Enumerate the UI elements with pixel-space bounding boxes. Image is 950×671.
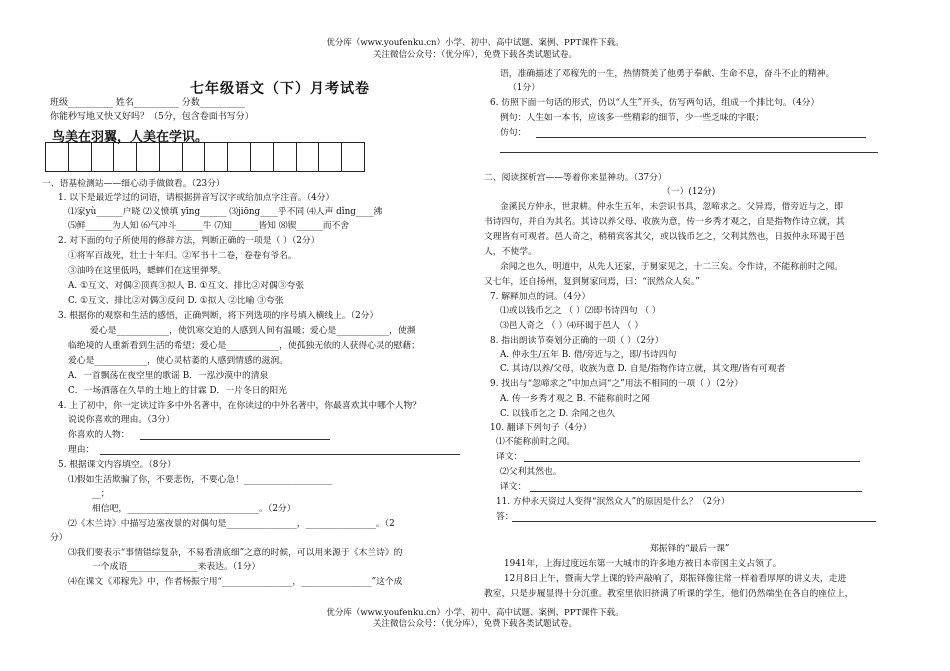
question-11: 11. 方仲永天资过人变得“泯然众人”的原因是什么？（2分）	[496, 497, 730, 507]
q3-options-cd[interactable]: C．一场洒落在久旱的土地上的甘霖 D．一片冬日的阳光	[68, 386, 287, 396]
grid-cell[interactable]	[160, 143, 183, 171]
q6-answer-label: 仿句：	[500, 128, 527, 138]
q6-answer-line-1[interactable]	[536, 137, 866, 138]
footer-banner-line-1: 优分库（www.youfenku.cn）小学、初中、高中试题、案例、PPT课件下载。	[326, 608, 624, 618]
handwriting-grid[interactable]	[45, 142, 365, 172]
question-5: 5. 根据课文内容填空。（8分）	[58, 460, 176, 470]
question-7: 7. 解释加点的词。（4分）	[490, 292, 591, 302]
q10-translation-line-1[interactable]	[524, 461, 860, 462]
grid-cell[interactable]	[228, 143, 251, 171]
passage-line-2: 书诗四句，并自为其名。其诗以养父母、收族为意，传一乡秀才观之，自是指物作诗立就，其	[484, 217, 845, 227]
q5-item-4: ⑷在课文《邓稼先》中，作者杨振宁用“________________，________________”这个成	[68, 577, 403, 587]
q5-item-1: ⑴假如生活欺骗了你，不要悲伤，不要心急！____________________	[68, 475, 332, 485]
q2-sentence-a: ①将军百战死，壮士十年归。②军书十二卷，卷卷有爷名。	[68, 251, 297, 261]
q8-options-cd[interactable]: C. 其诗/以养/父母，收族为意 D. 自是/指物作诗立就，其文理/皆有可观者	[500, 364, 786, 374]
passage-line-5: 余闻之也久，明道中，从先人还家，于舅家见之，十二三矣。令作诗，不能称前时之闻。	[500, 262, 844, 272]
q9-options-ab[interactable]: A. 传一乡秀才观之 B. 不能称前时之闻	[500, 394, 650, 404]
question-4: 4. 上了初中，你一定读过许多中外名著中，在你读过的中外名著中，你最喜欢其中哪个人物？	[58, 401, 422, 411]
q1-items-b: ⑸鲜______为人知 ⑹气冲斗______牛 ⑺知______皆知 ⑻锲______而不舍	[68, 221, 350, 231]
grid-cell[interactable]	[251, 143, 274, 171]
section-2-heading: 二、阅读探析宫——等着你来显神功。（37分）	[484, 173, 667, 183]
q11-answer-label: 答：	[496, 512, 514, 522]
passage-2-line-3: 教室，只是步履显得十分沉重。教室里依旧挤满了听课的学生，他们仍然端坐在各自的座位上，	[484, 589, 854, 599]
q8-options-ab[interactable]: A. 仲永生/五年 B. 借/旁近与之，即/书诗四句	[500, 350, 677, 360]
grid-cell[interactable]	[69, 143, 92, 171]
grid-cell[interactable]	[92, 143, 115, 171]
grid-cell[interactable]	[137, 143, 160, 171]
header-banner-line-1: 优分库（www.youfenku.cn）小学、初中、高中试题、案例、PPT课件下载。	[326, 38, 624, 48]
question-1: 1. 以下是最近学过的词语，请根据拼音写汉字或给加点字注音。（4分）	[58, 193, 335, 203]
q5-item-2: ⑵《木兰诗》中描写边塞夜景的对偶句是________________，________________。（2	[68, 519, 395, 529]
motto-text: 鸟美在羽翼，人美在学识。	[52, 130, 209, 145]
q5-item-1-line-2: 相信吧，______________________________。（2分）	[92, 504, 296, 514]
q4-character-answer-line[interactable]	[140, 439, 330, 440]
q4-character-label: 你喜欢的人物：	[68, 430, 130, 440]
q3-passage-3: 爱心是____________，使心灵枯萎的人感到情感的滋润。	[68, 356, 288, 366]
q10-translation-label-1: 译文：	[496, 452, 523, 462]
student-info-line: 班级__________ 姓名__________ 分数__________	[50, 98, 245, 108]
grid-cell[interactable]	[205, 143, 228, 171]
q4-reason-answer-line[interactable]	[100, 454, 460, 455]
question-2: 2. 对下面的句子所使用的修辞方法，判断正确的一项是（ ）（2分）	[58, 236, 320, 246]
q5-item-3-cont: 一个成语________________来表达。（1分）	[92, 562, 261, 572]
grid-cell[interactable]	[46, 143, 69, 171]
passage-line-1: 金溪民方仲永，世隶耕。仲永生五年，未尝识书具，忽啼求之。父异焉，借旁近与之，即	[500, 202, 844, 212]
q2-sentence-b: ③油吟在这里低吗，蟋蟀们在这里弹琴。	[68, 266, 227, 276]
q3-options-ab[interactable]: A．一首飘荡在夜空里的歌谣 B．一泓沙漠中的清泉	[68, 371, 269, 381]
q3-passage-1: 爱心是____________，使饥寒交迫的人感到人间有温暖；爱心是____________，使濒	[90, 326, 416, 336]
q2-options-cd[interactable]: C. ①互文、排比②对偶③反问 D. ①拟人 ②比喻 ③夸张	[68, 296, 284, 306]
q10-sentence-1: ⑴不能称前时之闻。	[496, 437, 576, 447]
q6-example: 例句：人生如一本书，应该多一些精彩的细节，少一些乏味的字眼；	[500, 113, 764, 123]
question-10: 10. 翻译下列句子（4分）	[490, 423, 592, 433]
header-banner-line-2: 关注微信公众号：（优分库），免费下载各类试题试卷。	[372, 50, 577, 60]
passage-1-heading: （一）(12分)	[662, 187, 716, 197]
question-8: 8. 指出朗读节奏划分正确的一项（ ）（2分）	[490, 336, 664, 346]
grid-cell[interactable]	[342, 143, 364, 171]
q5-item-3: ⑶我们要表示“事情错综复杂，不易看清底细”之意的时候，可以用来源于《木兰诗》的	[68, 548, 403, 558]
grid-cell[interactable]	[274, 143, 297, 171]
q10-sentence-2: ⑵父利其然也。	[500, 467, 562, 477]
q5-item-4-cont: 语，准确描述了邓稼先的一生，热情赞美了他勇于奉献、生命不息，奋斗不止的精神。	[500, 69, 835, 79]
exam-title: 七年级语文（下）月考试卷	[190, 81, 370, 97]
q11-answer-line[interactable]	[512, 521, 876, 522]
writing-prompt: 你能秒写地又快又好吗？（5分，包含卷面书写分）	[50, 112, 254, 122]
q9-options-cd[interactable]: C. 以钱币乞之 D. 余闻之也久	[500, 409, 616, 419]
passage-line-3: 文理皆有可观者。邑人奇之，稍稍宾客其父，或以钱币乞之，父利其然也，日扳仲永环谒于邑	[484, 232, 845, 242]
q4-subline: 说说你喜欢的理由。（3分）	[68, 415, 175, 425]
q6-answer-line-2[interactable]	[500, 152, 878, 153]
question-6: 6. 仿照下面一句话的形式，仍以“人生”开头，仿写两句话，组成一个排比句。（4分）	[490, 98, 820, 108]
q7-items-b[interactable]: ⑶邑人奇之 （ ）⑷环谒于邑人 （ ）	[500, 321, 644, 331]
q3-passage-2: 临绝境的人重新看到生活的希望；爱心是____________，使孤独无依的人获得心灵的慰藉；	[68, 341, 420, 351]
question-3: 3. 根据你的观察和生活的感悟，正确判断，将下列选项的序号填入横线上。（2分）	[58, 311, 379, 321]
grid-cell[interactable]	[114, 143, 137, 171]
section-1-heading: 一、语基检测站——细心动手做做看。（23分）	[42, 179, 225, 189]
passage-line-6: 又七年，还自扬州，复到舅家问焉，曰：“泯然众人矣。”	[484, 277, 700, 287]
grid-cell[interactable]	[297, 143, 320, 171]
q1-items-a: ⑴家yù______户晓 ⑵义愤填 yīng______ ⑶jiōng____乎不同 ⑷人声 dǐng____沸	[68, 207, 383, 217]
grid-cell[interactable]	[319, 143, 342, 171]
q5-item-4-score: （1分）	[508, 83, 540, 93]
q5-item-2-cont: 分）	[50, 533, 68, 543]
q7-items-a[interactable]: ⑴或以钱币乞之 （ ）⑵即书诗四句 （ ）	[500, 306, 661, 316]
q10-translation-label-2: 译文：	[500, 482, 527, 492]
q4-reason-label: 理由：	[68, 445, 95, 455]
passage-line-4: 人，不使学。	[484, 247, 537, 257]
question-9: 9. 找出与“忽啼求之”中加点词“之”用法不相同的一项（ ）（2分）	[490, 379, 744, 389]
footer-banner-line-2: 关注微信公众号：（优分库），免费下载各类试题试卷。	[372, 619, 577, 629]
passage-2-title: 郑振铎的“最后一课”	[650, 544, 730, 554]
passage-2-line-1: 1941年，上海过度远东第一大城市的许多地方被日本帝国主义占领了。	[504, 559, 782, 569]
grid-cell[interactable]	[183, 143, 206, 171]
q5-item-1-cont: __；	[92, 489, 110, 499]
passage-2-line-2: 12月8日上午，暨南大学上课的铃声敲响了，郑振铎像往常一样着看厚厚的讲义夫，走进	[504, 574, 847, 584]
q10-translation-line-2[interactable]	[530, 491, 862, 492]
q2-options-ab[interactable]: A. ①互文、对偶②顶真③拟人 B. ①互文、排比②对偶③夸张	[68, 281, 305, 291]
